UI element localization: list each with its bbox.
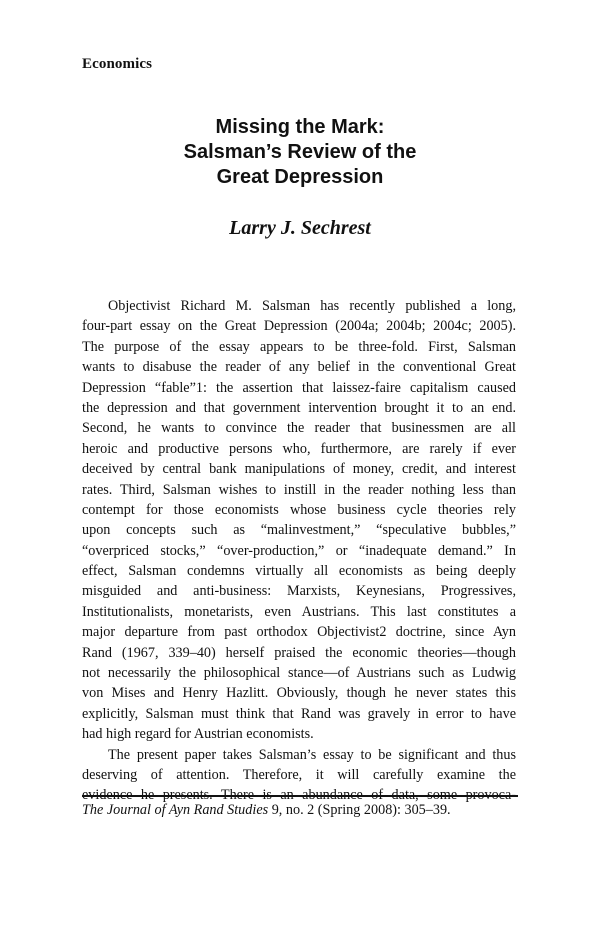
body-line: wants to disabuse the reader of any belief in the conventional Great <box>82 359 516 376</box>
author-name: Larry J. Sechrest <box>229 217 371 239</box>
body-line: von Mises and Henry Hazlitt. Obviously, though he never states this <box>82 685 516 702</box>
body-line: deceived by central bank manipulations of money, credit, and interest <box>82 461 516 478</box>
body-line: not necessarily the philosophical stance—of Austrians such as Ludwig <box>82 665 516 682</box>
body-line: Objectivist Richard M. Salsman has recently published a long, <box>108 298 516 314</box>
title-line: Salsman’s Review of the <box>183 141 417 163</box>
journal-name: The Journal of Ayn Rand Studies <box>82 802 269 818</box>
body-line: evidence he presents. There is an abundance of data, some provoca- <box>82 787 516 804</box>
body-line: “overpriced stocks,” “over-production,” or “inadequate demand.” In <box>82 542 516 559</box>
citation-footer <box>82 802 451 819</box>
article-title <box>82 115 518 190</box>
body-line: the depression and that government intervention brought it to an end. <box>82 399 516 416</box>
body-line: The purpose of the essay appears to be three-fold. First, Salsman <box>82 338 516 355</box>
body-line: rates. Third, Salsman wishes to instill in the reader nothing less than <box>82 481 516 498</box>
body-line: heroic and productive persons who, furthermore, are rarely if ever <box>82 440 516 457</box>
body-line: four-part essay on the Great Depression (2004a; 2004b; 2004c; 2005). <box>82 318 516 335</box>
title-line: Great Depression <box>216 166 384 188</box>
body-line: Depression “fable”1: the assertion that laissez-faire capitalism caused <box>82 379 516 396</box>
citation-details: 9, no. 2 (Spring 2008): 305–39. <box>268 802 451 818</box>
body-line: effect, Salsman condemns virtually all economists as being deeply <box>82 563 516 580</box>
body-line: contempt for those economists whose business cycle theories rely <box>82 501 516 518</box>
section-heading: Economics <box>82 56 153 72</box>
body-line: major departure from past orthodox Objectivist2 doctrine, since Ayn <box>82 624 516 641</box>
body-line: explicitly, Salsman must think that Rand was gravely in error to have <box>82 705 516 722</box>
body-line: misguided and anti-business: Marxists, Keynesians, Progressives, <box>82 583 516 600</box>
footer-rule <box>82 795 518 797</box>
body-line: had high regard for Austrian economists. <box>82 726 314 743</box>
body-line: The present paper takes Salsman’s essay to be significant and thus <box>108 746 516 763</box>
body-line: Institutionalists, monetarists, even Austrians. This last constitutes a <box>82 603 516 620</box>
body-text <box>82 296 516 806</box>
body-line: deserving of attention. Therefore, it will carefully examine the <box>82 766 516 783</box>
title-line: Missing the Mark: <box>215 116 385 138</box>
body-line: upon concepts such as “malinvestment,” “speculative bubbles,” <box>82 522 516 539</box>
body-line: Rand (1967, 339–40) herself praised the economic theories—though <box>82 644 516 661</box>
body-line: Second, he wants to convince the reader that businessmen are all <box>82 420 516 437</box>
